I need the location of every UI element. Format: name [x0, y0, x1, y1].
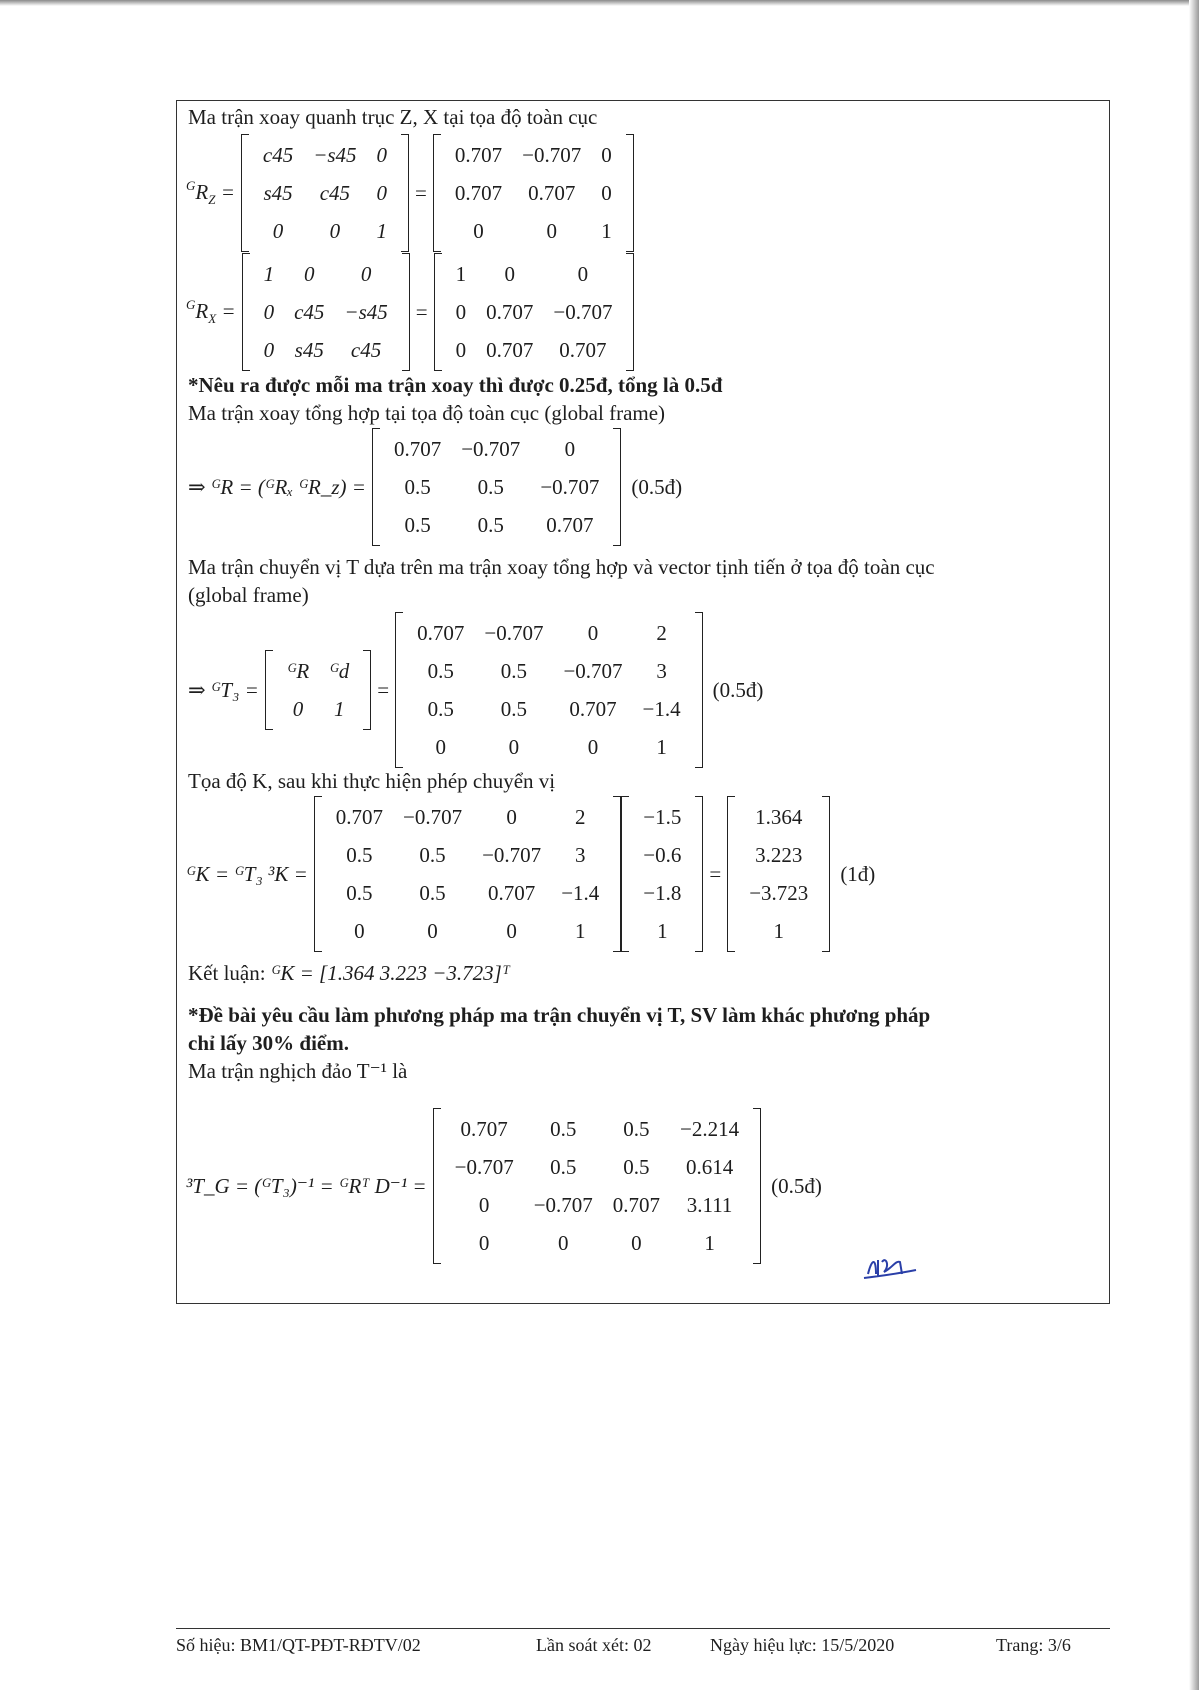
conclusion-line — [188, 960, 510, 986]
matrix-cell: 0.707 — [460, 1116, 508, 1141]
matrix-cell: 0.5 — [550, 1116, 577, 1141]
matrix-cell: −1.4 — [561, 880, 600, 905]
footer-effective-date: Ngày hiệu lực: 15/5/2020 — [710, 1635, 895, 1655]
matrix-cell: 3 — [656, 658, 667, 683]
matrix-cell: 0 — [478, 1192, 490, 1217]
matrix-cell: 1 — [704, 1230, 715, 1255]
matrix-cell: 2 — [656, 620, 667, 645]
matrix-cell: 1 — [574, 918, 586, 943]
intro-rotation-text: Ma trận xoay quanh trục Z, X tại tọa độ toàn cục — [188, 105, 598, 129]
rx-equation: $^GR_X$ = 1 0 0 0 c45 −s45 0 s45 c45 = 1 0 0 0 0.707 −0.707 0 0.707 0.707 — [186, 253, 634, 371]
inverse-lhs: ³T_G = (ᴳT₃)⁻¹ = ᴳRᵀ D⁻¹ = — [186, 1173, 427, 1198]
matrix-cell: 0 — [504, 261, 515, 286]
combined-lhs: ⇒ ᴳR = (ᴳRₓ ᴳR_z) = — [188, 474, 366, 499]
matrix-cell: 0.707 — [569, 696, 617, 721]
matrix-cell: 0 — [473, 218, 484, 243]
intro-point-text: Tọa độ K, sau khi thực hiện phép chuyển vị — [188, 769, 556, 793]
matrix-cell: −0.707 — [454, 1154, 514, 1179]
matrix-cell: 0 — [601, 180, 612, 205]
matrix-cell: −3.723 — [749, 880, 809, 905]
page-edge-shadow-right — [1189, 0, 1199, 1690]
matrix-cell: 0 — [263, 337, 275, 362]
matrix-cell: 0.5 — [623, 1154, 650, 1179]
inverse-equation — [186, 1108, 822, 1264]
matrix-cell: 0 — [478, 1230, 490, 1255]
transform-lhs: ⇒ ᴳT₃ = — [188, 677, 259, 702]
matrix-cell: 0 — [508, 734, 520, 759]
rz-label: $^GR_Z$ = — [186, 178, 235, 207]
matrix-cell: 1 — [601, 218, 612, 243]
matrix-cell: 0.707 — [612, 1192, 661, 1217]
matrix-cell: 0.5 — [477, 474, 504, 499]
document-footer — [176, 1628, 1110, 1655]
matrix-cell: 0 — [558, 1230, 569, 1255]
matrix-cell: −0.707 — [522, 142, 582, 167]
matrix-cell: 0 — [564, 436, 576, 461]
matrix-cell: 0 — [587, 734, 599, 759]
note-method-2: chỉ lấy 30% điểm. — [188, 1031, 349, 1055]
point-k-local-vector — [621, 796, 703, 952]
matrix-cell: s45 — [263, 180, 293, 205]
matrix-cell: 0 — [577, 261, 589, 286]
matrix-cell: 1 — [657, 918, 668, 943]
matrix-cell: ᴳd — [329, 658, 350, 683]
matrix-cell: −1.8 — [643, 880, 682, 905]
inverse-score: (0.5đ) — [771, 1173, 822, 1198]
matrix-cell: 0.5 — [346, 880, 373, 905]
point-k-equation: ᴳK = ᴳT₃ ³K = 0.707 −0.707 0 2 0.5 0.5 −0.707 3 0.5 0.5 0.707 −1.4 0 0 0 1 −1.5 −0.6 −1.8 1 = 1.364 3.223 −3.723 1 (1đ) — [186, 796, 875, 952]
footer-code: Số hiệu: BM1/QT-PĐT-RĐTV/02 — [176, 1635, 421, 1655]
rx-label: $^GR_X$ = — [186, 297, 236, 326]
matrix-cell: 1 — [773, 918, 785, 943]
matrix-cell: −2.214 — [680, 1116, 740, 1141]
intro-transform-text-1: Ma trận chuyển vị T dựa trên ma trận xoay tổng hợp và vector tịnh tiến ở tọa độ toàn cục — [188, 555, 935, 579]
rz-numeric-matrix — [433, 134, 634, 252]
matrix-cell: −0.6 — [643, 842, 682, 867]
matrix-cell: 0.707 — [486, 337, 534, 362]
point-k-score: (1đ) — [840, 861, 876, 886]
matrix-cell: 0.707 — [559, 337, 607, 362]
transform-equation: ⇒ ᴳT₃ = ᴳR ᴳd 0 1 = 0.707 −0.707 0 2 0.5 0.5 −0.707 3 0.5 0.5 0.707 −1.4 0 0 0 1 (0.5đ) — [188, 612, 763, 768]
matrix-cell: 0 — [455, 337, 467, 362]
matrix-cell: 1.364 — [755, 804, 803, 829]
footer-page-number: Trang: 3/6 — [996, 1635, 1071, 1655]
point-k-result-vector — [727, 796, 830, 952]
matrix-cell: 1 — [263, 261, 275, 286]
note-rotation-score: *Nêu ra được mỗi ma trận xoay thì được 0.25đ, tổng là 0.5đ — [188, 373, 723, 397]
matrix-cell: 0.5 — [419, 880, 446, 905]
rx-symbolic-matrix — [242, 253, 410, 371]
matrix-cell: 0.707 — [486, 299, 534, 324]
matrix-cell: 0.614 — [685, 1154, 734, 1179]
combined-rotation-matrix — [372, 428, 621, 546]
matrix-cell: 0 — [329, 218, 341, 243]
matrix-cell: 0.5 — [500, 658, 528, 683]
matrix-cell: 0 — [354, 918, 365, 943]
matrix-cell: 0.707 — [488, 880, 536, 905]
transform-score: (0.5đ) — [712, 677, 764, 702]
matrix-cell: c45 — [319, 180, 351, 205]
signature-icon — [862, 1252, 918, 1286]
conclusion-expression: ᴳK = [1.364 3.223 −3.723]ᵀ — [270, 961, 510, 985]
matrix-cell: 0 — [427, 918, 438, 943]
matrix-cell: 0.5 — [346, 842, 373, 867]
matrix-cell: 0 — [455, 299, 467, 324]
matrix-cell: 0.5 — [477, 512, 504, 537]
matrix-cell: 0 — [272, 218, 284, 243]
matrix-cell: 0.5 — [623, 1116, 650, 1141]
intro-transform-text-2: (global frame) — [188, 583, 309, 607]
matrix-cell: 0.5 — [550, 1154, 577, 1179]
matrix-cell: 0 — [631, 1230, 642, 1255]
point-k-lhs: ᴳK = ᴳT₃ ³K = — [186, 861, 308, 886]
matrix-cell: 0.707 — [454, 142, 503, 167]
matrix-cell: 0 — [546, 218, 557, 243]
matrix-cell: −0.707 — [482, 842, 542, 867]
matrix-cell: 3 — [574, 842, 586, 867]
matrix-cell: 0.707 — [454, 180, 503, 205]
matrix-cell: 0.707 — [393, 436, 442, 461]
matrix-cell: 1 — [333, 696, 345, 721]
matrix-cell: −s45 — [344, 299, 388, 324]
matrix-cell: 0.5 — [404, 474, 431, 499]
matrix-cell: 0 — [601, 142, 612, 167]
matrix-cell: 0.707 — [528, 180, 576, 205]
matrix-cell: −0.707 — [484, 620, 544, 645]
matrix-cell: −1.5 — [643, 804, 682, 829]
matrix-cell: −0.707 — [403, 804, 463, 829]
matrix-cell: −0.707 — [533, 1192, 593, 1217]
matrix-cell: 0 — [506, 804, 517, 829]
footer-revision: Lần soát xét: 02 — [536, 1635, 652, 1655]
conclusion-label: Kết luận: — [188, 961, 266, 985]
matrix-cell: 1 — [455, 261, 467, 286]
matrix-cell: 0.5 — [427, 696, 454, 721]
matrix-cell: 0.5 — [500, 696, 528, 721]
intro-combined-text: Ma trận xoay tổng hợp tại tọa độ toàn cục (global frame) — [188, 401, 666, 425]
matrix-cell: −0.707 — [461, 436, 521, 461]
matrix-cell: 0.5 — [419, 842, 446, 867]
transform-matrix — [395, 612, 703, 768]
matrix-cell: 0 — [587, 620, 599, 645]
rz-symbolic-matrix — [241, 134, 409, 252]
matrix-cell: 2 — [574, 804, 586, 829]
transform-block-matrix — [265, 650, 371, 730]
matrix-cell: −1.4 — [642, 696, 681, 721]
matrix-cell: −0.707 — [563, 658, 623, 683]
matrix-cell: −0.707 — [540, 474, 600, 499]
matrix-cell: 0 — [506, 918, 517, 943]
matrix-cell: 3.223 — [755, 842, 803, 867]
rz-equation: $^GR_Z$ = c45 −s45 0 s45 c45 0 0 0 1 = 0.707 −0.707 0 0.707 0.707 0 0 0 1 — [186, 134, 634, 252]
matrix-cell: −s45 — [313, 142, 357, 167]
matrix-cell: 0 — [376, 180, 388, 205]
matrix-cell: 0.5 — [404, 512, 431, 537]
inverse-matrix — [433, 1108, 762, 1264]
matrix-cell: c45 — [294, 299, 325, 324]
matrix-cell: ᴳR — [286, 658, 310, 683]
matrix-cell: 0.5 — [427, 658, 454, 683]
matrix-cell: −0.707 — [553, 299, 613, 324]
combined-score: (0.5đ) — [631, 474, 683, 499]
combined-rotation-equation — [188, 428, 682, 546]
matrix-cell: 0 — [435, 734, 446, 759]
matrix-cell: 1 — [376, 218, 388, 243]
matrix-cell: 0.707 — [417, 620, 465, 645]
matrix-cell: 0 — [263, 299, 275, 324]
matrix-cell: 0 — [360, 261, 372, 286]
matrix-cell: c45 — [262, 142, 294, 167]
point-k-transform-matrix — [314, 796, 622, 952]
page-edge-shadow-top — [0, 0, 1199, 6]
matrix-cell: 3.111 — [686, 1192, 733, 1217]
matrix-cell: 0.707 — [335, 804, 383, 829]
note-method-1: *Đề bài yêu cầu làm phương pháp ma trận chuyển vị T, SV làm khác phương pháp — [188, 1003, 931, 1027]
matrix-cell: 1 — [656, 734, 667, 759]
intro-inverse-text: Ma trận nghịch đảo T⁻¹ là — [188, 1059, 408, 1083]
matrix-cell: c45 — [350, 337, 382, 362]
matrix-cell: 0 — [304, 261, 315, 286]
matrix-cell: 0 — [292, 696, 304, 721]
rx-numeric-matrix — [434, 253, 635, 371]
matrix-cell: s45 — [294, 337, 324, 362]
matrix-cell: 0 — [376, 142, 388, 167]
matrix-cell: 0.707 — [546, 512, 594, 537]
